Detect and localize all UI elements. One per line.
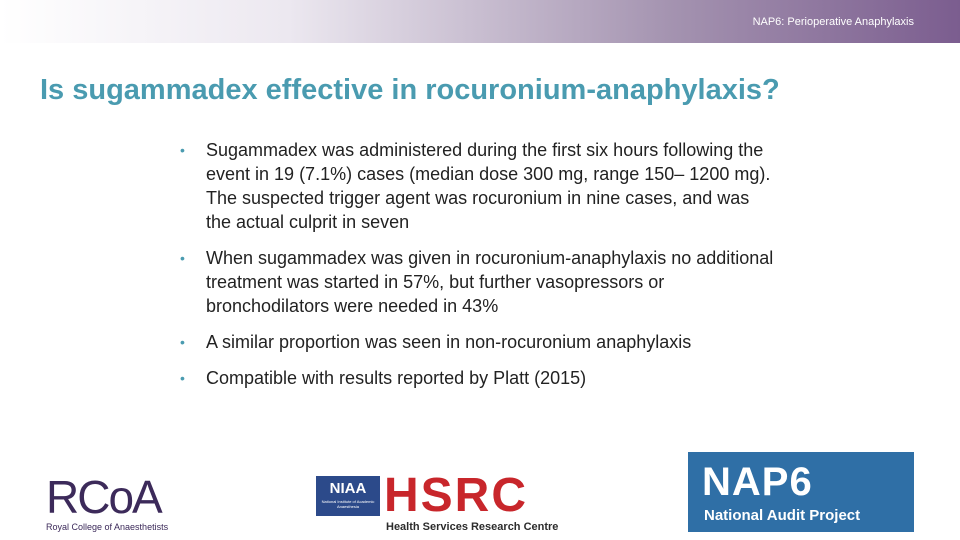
bullet-item bbox=[178, 366, 778, 390]
niaa-logo-mark: NIAA bbox=[329, 480, 367, 497]
bullet-text: A similar proportion was seen in non-rocuronium anaphylaxis bbox=[206, 332, 692, 352]
bullet-icon: • bbox=[180, 142, 185, 158]
slide-title: Is sugammadex effective in rocuronium-anaphylaxis? bbox=[40, 74, 780, 106]
bullet-item bbox=[178, 246, 778, 318]
bullet-text: Compatible with results reported by Platt (2015) bbox=[206, 368, 587, 388]
bullet-item bbox=[178, 138, 778, 234]
niaa-logo-subtitle: National Institute of Academic Anaesthesia bbox=[321, 499, 375, 509]
header-bar bbox=[0, 0, 960, 43]
bullet-icon: • bbox=[180, 250, 185, 266]
nap6-logo-mark: NAP6 bbox=[702, 460, 813, 504]
niaa-logo bbox=[316, 476, 380, 516]
nap6-logo bbox=[688, 452, 914, 532]
rcoa-logo bbox=[46, 471, 191, 538]
bullet-icon: • bbox=[180, 334, 185, 350]
hsrc-logo-mark: HSRC bbox=[384, 469, 529, 522]
bullet-icon: • bbox=[180, 370, 185, 386]
hsrc-logo-subtitle: Health Services Research Centre bbox=[386, 521, 559, 533]
bullet-list bbox=[178, 138, 778, 402]
header-text: NAP6: Perioperative Anaphylaxis bbox=[752, 16, 914, 28]
bullet-text: Sugammadex was administered during the first six hours following the event in 19 (7.1%) cases (median dose 300 mg, range 150– 1200 mg). The suspected trigger agent was rocuronium in nine cases, and was the actual culprit in seven bbox=[206, 140, 771, 232]
rcoa-logo-subtitle: Royal College of Anaesthetists bbox=[46, 522, 169, 532]
bullet-item bbox=[178, 330, 778, 354]
nap6-logo-subtitle: National Audit Project bbox=[704, 507, 861, 524]
bullet-text: When sugammadex was given in rocuronium-anaphylaxis no additional treatment was started in 57%, but further vasopressors or bronchodilators were needed in 43% bbox=[206, 248, 774, 316]
rcoa-logo-mark: RCoA bbox=[46, 471, 161, 523]
